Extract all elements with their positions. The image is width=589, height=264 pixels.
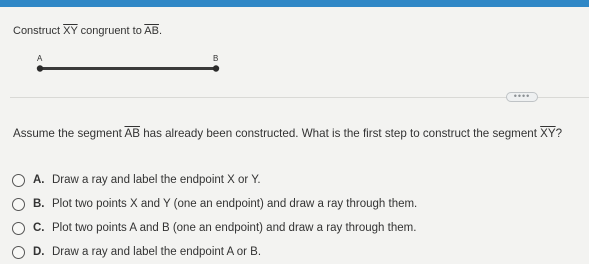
point-a [37,65,43,71]
radio-b[interactable] [12,198,25,211]
top-bar [0,0,589,7]
option-d-text: Draw a ray and label the endpoint A or B. [52,246,262,258]
question-part2: has already been constructed. What is the first step to construct the segment [139,127,541,140]
prompt-prefix: Construct [13,25,64,37]
option-c-letter: C. [33,222,45,234]
option-a-text: Draw a ray and label the endpoint X or Y. [52,174,261,186]
option-c-text: Plot two points A and B (one an endpoint) and draw a ray through them. [52,222,417,234]
point-a-label: A [37,54,43,63]
question-segment-xy: $\overline{XY}$ [540,127,556,140]
option-b-letter: B. [33,198,45,210]
expand-more-button[interactable]: •••• [506,92,538,102]
section-divider [10,97,589,98]
question-part3: ? [555,127,563,140]
segment-xy: $\overline{XY}$ [63,25,78,37]
option-b-text: Plot two points X and Y (one an endpoint) and draw a ray through them. [52,198,418,210]
option-a-letter: A. [33,174,45,186]
prompt-suffix: . [158,25,163,37]
radio-a[interactable] [12,174,25,187]
question-text [13,127,589,140]
radio-d[interactable] [12,246,25,259]
option-d[interactable] [12,240,417,264]
question-part1: Assume the segment [13,127,125,140]
option-a[interactable] [12,168,417,192]
point-b-label: B [213,54,219,63]
segment-ab-diagram [0,48,260,88]
prompt-middle: congruent to [77,25,145,37]
answer-options [12,168,417,264]
option-c[interactable] [12,216,417,240]
point-b [213,65,219,71]
problem-prompt [13,25,162,37]
segment-ab: $\overline{AB}$ [144,25,159,37]
option-b[interactable] [12,192,417,216]
option-d-letter: D. [33,246,45,258]
question-segment-ab: $\overline{AB}$ [124,127,140,140]
radio-c[interactable] [12,222,25,235]
